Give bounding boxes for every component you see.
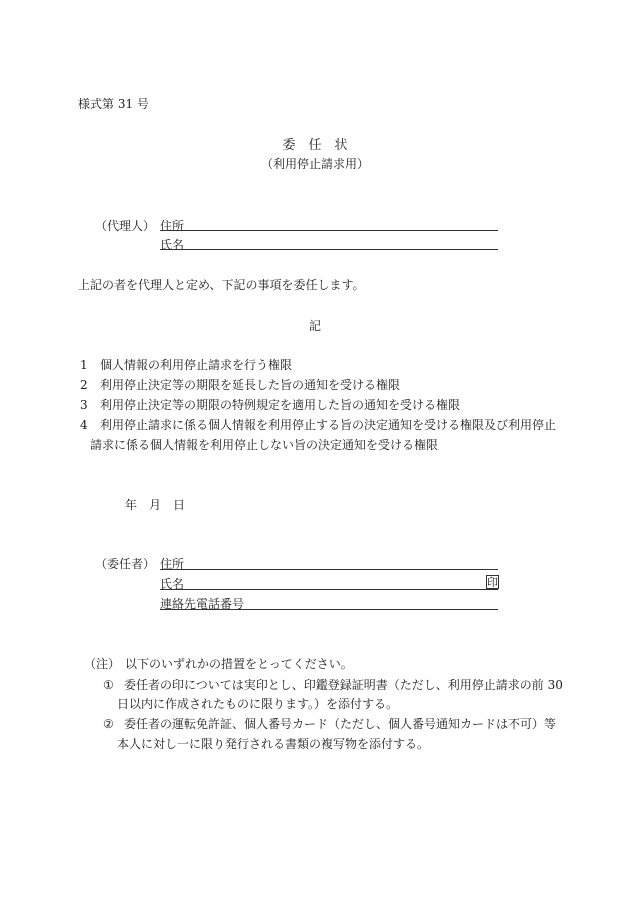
agent-name-line[interactable] — [160, 249, 498, 250]
list-item-continuation: 請求に係る個人情報を利用停止しない旨の決定通知を受ける権限 — [90, 438, 439, 452]
list-item-number: 2 — [80, 378, 88, 392]
agent-name-label: 氏名 — [160, 238, 185, 252]
list-item: 利用停止決定等の期限の特例規定を適用した旨の通知を受ける権限 — [100, 398, 461, 412]
notes-label: （注） — [84, 657, 121, 671]
seal-mark: 印 — [487, 576, 498, 589]
form-number: 様式第 31 号 — [78, 97, 149, 111]
list-item: 利用停止決定等の期限を延長した旨の通知を受ける権限 — [100, 378, 401, 392]
agent-address-label: 住所 — [160, 219, 185, 233]
ki-heading: 記 — [308, 319, 321, 333]
delegation-statement: 上記の者を代理人と定め、下記の事項を委任します。 — [78, 278, 365, 292]
agent-address-line[interactable] — [160, 230, 498, 231]
note-text-continuation: 本人に対し一に限り発行される書類の複写物を添付する。 — [117, 737, 430, 751]
principal-address-label: 住所 — [160, 557, 185, 571]
principal-name-line[interactable] — [160, 589, 498, 590]
notes-intro: 以下のいずれかの措置をとってください。 — [125, 657, 353, 671]
note-mark: ① — [103, 678, 114, 692]
list-item-number: 3 — [80, 398, 88, 412]
list-item: 利用停止請求に係る個人情報を利用停止する旨の決定通知を受ける権限及び利用停止 — [100, 418, 557, 432]
note-text-continuation: 日以内に作成されたものに限ります。）を添付する。 — [117, 697, 399, 711]
list-item-number: 1 — [80, 358, 88, 372]
principal-name-label: 氏名 — [160, 577, 185, 591]
note-text: 委任者の印については実印とし、印鑑登録証明書（ただし、利用停止請求の前 30 — [124, 678, 563, 692]
date-field: 年 月 日 — [125, 498, 186, 512]
principal-phone-label: 連絡先電話番号 — [160, 597, 245, 611]
agent-label: （代理人） — [95, 219, 156, 233]
principal-label: （委任者） — [95, 557, 156, 571]
note-text: 委任者の運転免許証、個人番号カード（ただし、個人番号通知カードは不可）等 — [124, 717, 557, 731]
document-subtitle: （利用停止請求用） — [260, 157, 369, 171]
principal-phone-line[interactable] — [160, 609, 498, 610]
document-title: 委 任 状 — [282, 138, 348, 153]
list-item-number: 4 — [80, 418, 88, 432]
note-mark: ② — [103, 717, 114, 731]
principal-address-line[interactable] — [160, 569, 498, 570]
list-item: 個人情報の利用停止請求を行う権限 — [100, 358, 293, 372]
